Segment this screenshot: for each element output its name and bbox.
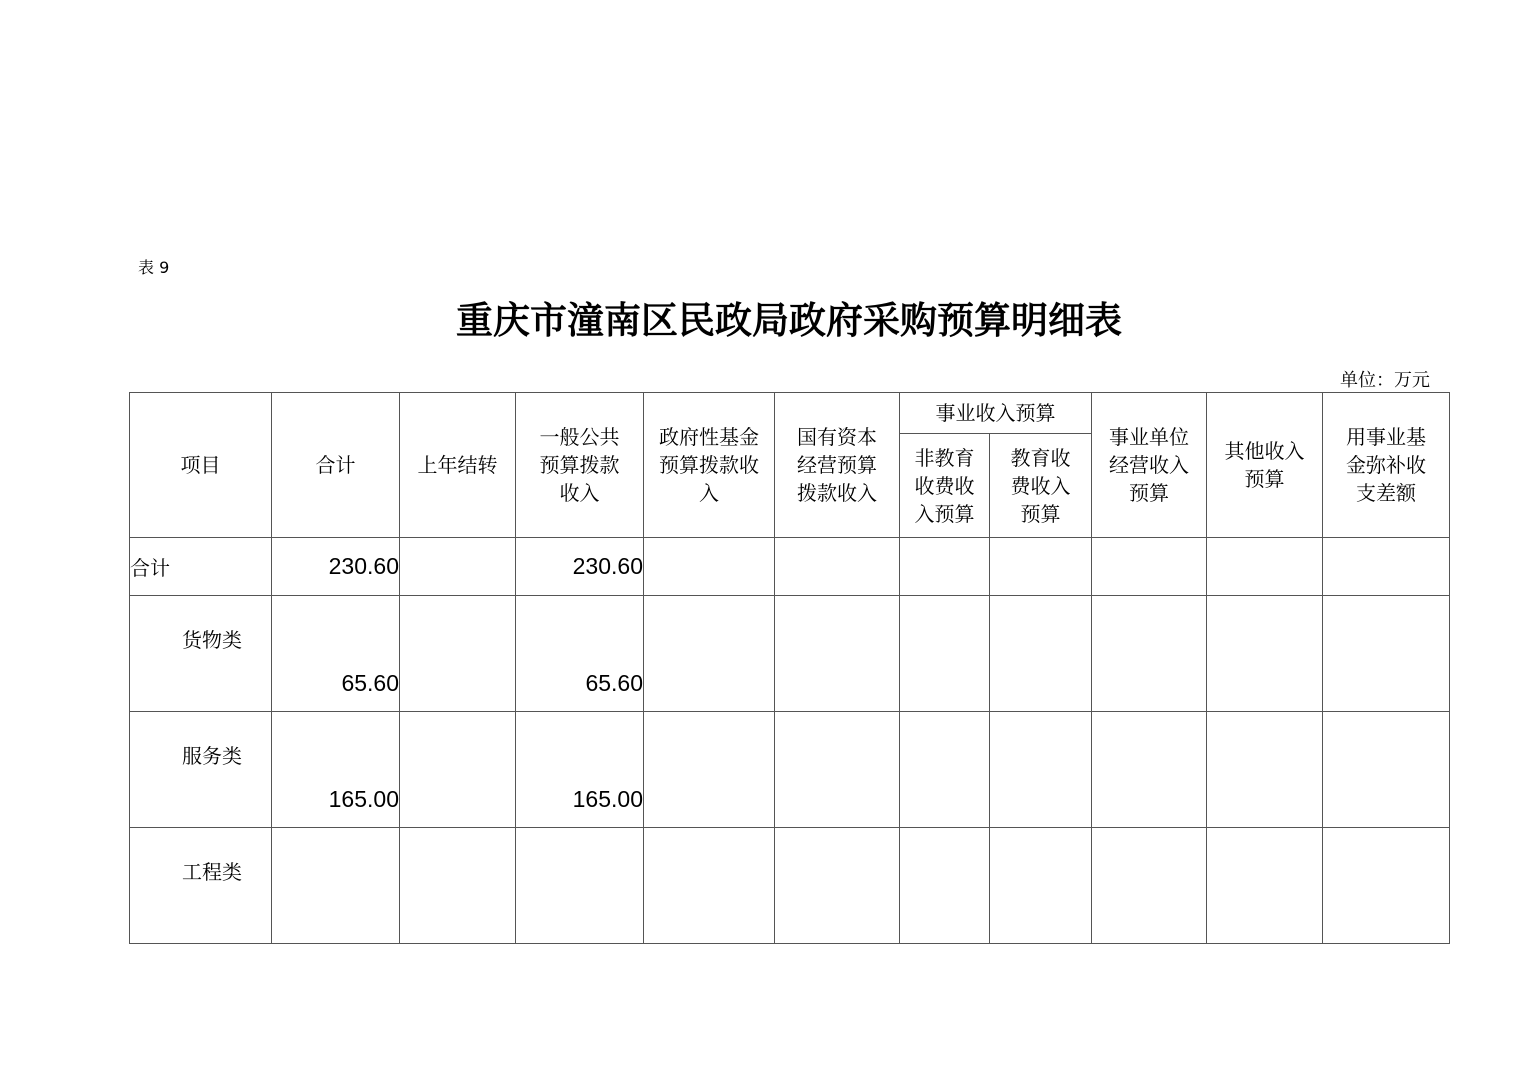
empty-cell — [775, 828, 900, 944]
empty-cell — [644, 828, 775, 944]
empty-cell — [1092, 596, 1207, 712]
table-row — [130, 828, 1450, 944]
row-total: 230.60 — [272, 538, 400, 596]
row-item: 合计 — [130, 538, 272, 596]
header-non-edu-fee-label: 非教育收费收入预算 — [914, 445, 975, 526]
empty-cell — [990, 712, 1092, 828]
row-carryover — [400, 828, 516, 944]
header-gov-fund — [644, 393, 775, 538]
header-state-capital — [775, 393, 900, 538]
empty-cell — [1207, 712, 1323, 828]
empty-cell — [775, 538, 900, 596]
empty-cell — [644, 596, 775, 712]
row-total: 65.60 — [272, 596, 400, 712]
empty-cell — [1092, 712, 1207, 828]
empty-cell — [775, 712, 900, 828]
table-row — [130, 712, 1450, 828]
empty-cell — [900, 538, 990, 596]
empty-cell — [1323, 596, 1450, 712]
empty-cell — [1323, 712, 1450, 828]
header-general-public — [516, 393, 644, 538]
empty-cell — [990, 828, 1092, 944]
header-non-edu-fee — [900, 434, 990, 538]
empty-cell — [775, 596, 900, 712]
row-total — [272, 828, 400, 944]
row-general-public: 65.60 — [516, 596, 644, 712]
unit-label: 单位：万元 — [1340, 370, 1430, 391]
empty-cell — [644, 538, 775, 596]
empty-cell — [990, 596, 1092, 712]
header-other-income-label: 其他收入预算 — [1224, 439, 1305, 491]
row-carryover — [400, 538, 516, 596]
header-general-public-label: 一般公共预算拨款收入 — [539, 425, 620, 505]
empty-cell — [1207, 538, 1323, 596]
row-general-public: 165.00 — [516, 712, 644, 828]
header-edu-fee-label: 教育收费收入预算 — [1010, 445, 1071, 526]
header-total: 合计 — [272, 393, 400, 538]
table-number: 表 9 — [138, 258, 170, 277]
header-unit-operating-label: 事业单位经营收入预算 — [1109, 425, 1189, 505]
empty-cell — [1323, 538, 1450, 596]
row-item: 服务类 — [130, 712, 272, 828]
empty-cell — [990, 538, 1092, 596]
header-state-capital-label: 国有资本经营预算拨款收入 — [797, 425, 877, 505]
header-carryover: 上年结转 — [400, 393, 516, 538]
header-edu-fee — [990, 434, 1092, 538]
page-title: 重庆市潼南区民政局政府采购预算明细表 — [456, 298, 1122, 342]
header-other-income — [1207, 393, 1323, 538]
row-general-public — [516, 828, 644, 944]
header-gov-fund-label: 政府性基金预算拨款收入 — [659, 425, 759, 505]
header-business-income: 事业收入预算 — [900, 393, 1092, 434]
procurement-budget-table — [129, 392, 1450, 944]
empty-cell — [644, 712, 775, 828]
row-item: 货物类 — [130, 596, 272, 712]
header-fund-gap-label: 用事业基金弥补收支差额 — [1346, 425, 1426, 505]
table-row — [130, 538, 1450, 596]
row-carryover — [400, 596, 516, 712]
empty-cell — [1092, 538, 1207, 596]
header-unit-operating — [1092, 393, 1207, 538]
empty-cell — [900, 828, 990, 944]
row-carryover — [400, 712, 516, 828]
row-total: 165.00 — [272, 712, 400, 828]
table-row — [130, 596, 1450, 712]
empty-cell — [900, 596, 990, 712]
header-fund-gap — [1323, 393, 1450, 538]
row-general-public: 230.60 — [516, 538, 644, 596]
empty-cell — [1092, 828, 1207, 944]
empty-cell — [900, 712, 990, 828]
row-item: 工程类 — [130, 828, 272, 944]
empty-cell — [1323, 828, 1450, 944]
empty-cell — [1207, 828, 1323, 944]
header-item: 项目 — [130, 393, 272, 538]
empty-cell — [1207, 596, 1323, 712]
